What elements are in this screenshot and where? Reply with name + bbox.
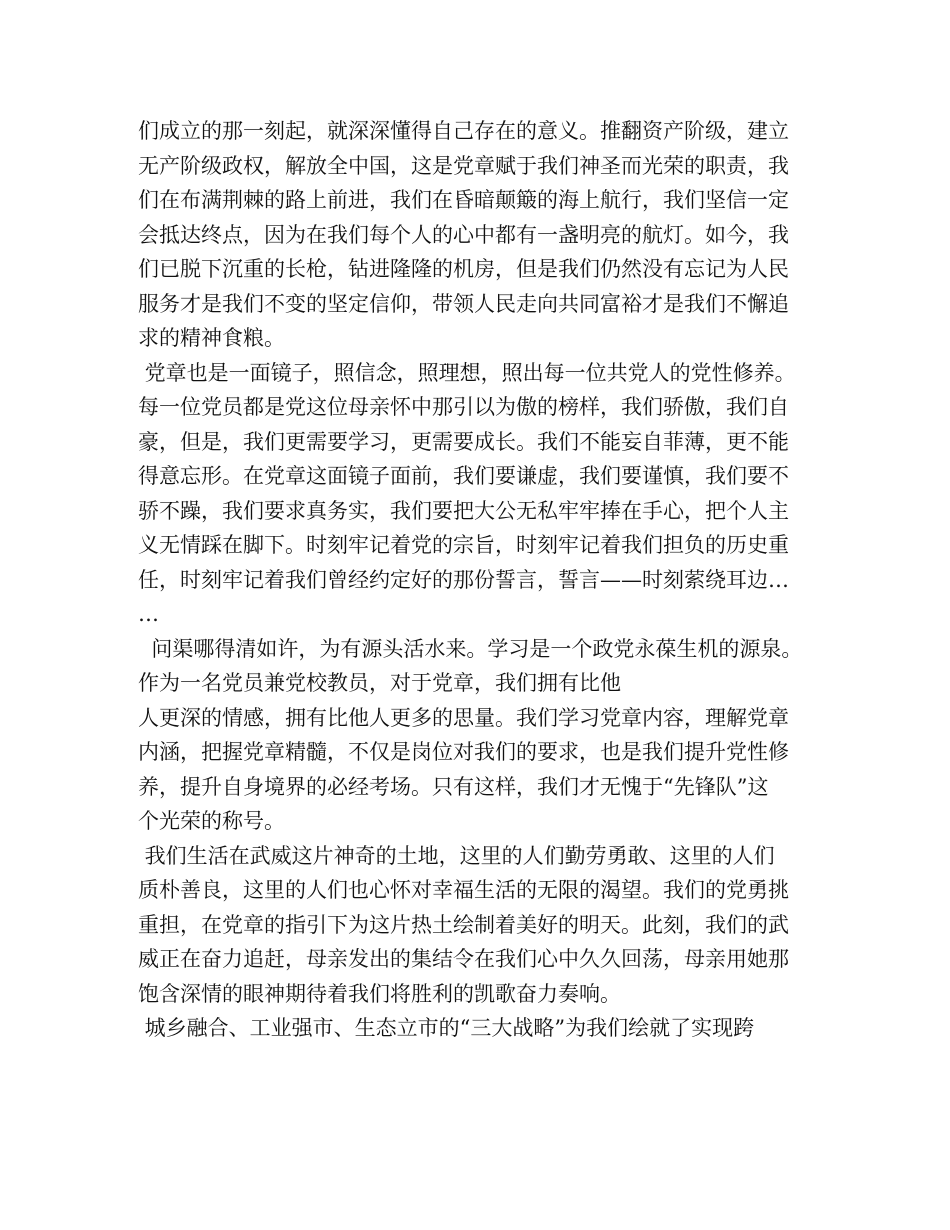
text-line: 们在布满荆棘的路上前进，我们在昏暗颠簸的海上航行，我们坚信一定 (138, 188, 789, 212)
text-line: 养，提升自身境界的必经考场。只有这样，我们才无愧于“先锋队”这 (138, 774, 769, 799)
text-line: 威正在奋力追赶，母亲发出的集结令在我们心中久久回荡，母亲用她那 (138, 947, 789, 971)
text-line: 骄不躁，我们要求真务实，我们要把大公无私牢牢捧在手心，把个人主 (138, 498, 789, 523)
text-line: 问渠哪得清如许，为有源头活水来。学习是一个政党永葆生机的源泉。 (138, 636, 803, 661)
text-line: 个光荣的称号。 (138, 809, 285, 833)
text-line: 们成立的那一刻起，就深深懂得自己存在的意义。推翻资产阶级，建立 (138, 119, 789, 143)
text-line: 会抵达终点，因为在我们每个人的心中都有一盏明亮的航灯。如今，我 (138, 222, 789, 247)
text-line: 服务才是我们不变的坚定信仰，带领人民走向共同富裕才是我们不懈追 (138, 291, 789, 316)
text-line: 城乡融合、工业强市、生态立市的“三大战略”为我们绘就了实现跨 (138, 1016, 755, 1040)
text-line: 求的精神食粮。 (138, 326, 285, 350)
text-line: 无产阶级政权，解放全中国，这是党章赋于我们神圣而光荣的职责，我 (138, 153, 789, 178)
body-text (138, 114, 838, 1046)
text-line: … (138, 602, 159, 626)
text-line: 内涵，把握党章精髓，不仅是岗位对我们的要求，也是我们提升党性修 (138, 740, 789, 764)
text-line: 质朴善良，这里的人们也心怀对幸福生活的无限的渴望。我们的党勇挑 (138, 878, 789, 902)
text-line: 作为一名党员兼党校教员，对于党章，我们拥有比他 (138, 671, 621, 695)
text-line: 们已脱下沉重的长枪，钻进隆隆的机房，但是我们仍然没有忘记为人民 (138, 257, 789, 281)
text-line: 得意忘形。在党章这面镜子面前，我们要谦虚，我们要谨慎，我们要不 (138, 464, 789, 488)
text-line: 人更深的情感，拥有比他人更多的思量。我们学习党章内容，理解党章 (138, 705, 789, 730)
text-line: 义无情踩在脚下。时刻牢记着党的宗旨，时刻牢记着我们担负的历史重 (138, 533, 789, 557)
text-line: 豪，但是，我们更需要学习，更需要成长。我们不能妄自菲薄，更不能 (138, 429, 789, 454)
text-line: 每一位党员都是党这位母亲怀中那引以为傲的榜样，我们骄傲，我们自 (138, 395, 789, 419)
text-line: 饱含深情的眼神期待着我们将胜利的凯歌奋力奏响。 (138, 981, 621, 1006)
text-line: 我们生活在武威这片神奇的土地，这里的人们勤劳勇敢、这里的人们 (138, 843, 775, 868)
text-line: 党章也是一面镜子，照信念，照理想，照出每一位共党人的党性修养。 (138, 360, 796, 385)
text-line: 重担，在党章的指引下为这片热土绘制着美好的明天。此刻，我们的武 (138, 912, 789, 937)
text-line: 任，时刻牢记着我们曾经约定好的那份誓言，誓言——时刻萦绕耳边… (138, 567, 789, 592)
